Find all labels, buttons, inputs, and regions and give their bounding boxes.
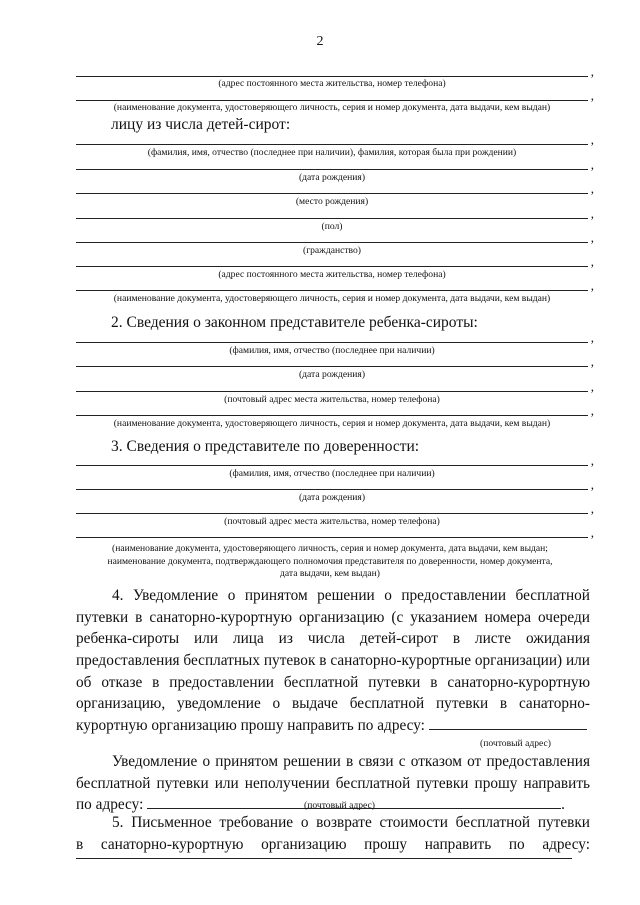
identity-doc-field[interactable] — [76, 88, 594, 113]
proxy-rep-birthdate-field[interactable] — [76, 477, 594, 503]
refund-paragraph — [76, 812, 590, 855]
orphan-identity-doc-field[interactable] — [76, 278, 594, 304]
paragraph-line: 4. Уведомление о принятом решении о предоставлении бесплатной — [112, 587, 590, 604]
paragraph-line: предоставления бесплатных путевок в санаторно-курортные организации) или — [76, 652, 590, 670]
legal-rep-name-field-line[interactable]: , — [76, 342, 588, 343]
orphan-birthdate-field[interactable] — [76, 157, 594, 183]
paragraph-line: в санаторно-курортную организацию прошу направить по адресу: — [76, 835, 590, 853]
refusal-postal-address-caption: (почтовый адрес) — [304, 800, 375, 811]
field-caption: (гражданство) — [303, 245, 361, 256]
orphan-birthplace-field-line[interactable]: , — [76, 193, 588, 194]
postal-address-caption: (почтовый адрес) — [480, 738, 551, 749]
orphan-sex-field-line[interactable]: , — [76, 218, 588, 219]
address-field[interactable] — [76, 64, 594, 89]
proxy-doc-caption-line: наименование документа, подтверждающего полномочия представителя по доверенности, номер документа, — [107, 555, 553, 567]
refund-address-field-line[interactable] — [76, 858, 572, 859]
field-caption: (фамилия, имя, отчество (последнее при наличии), фамилия, которая была при рождении) — [147, 147, 517, 158]
field-caption: (наименование документа, удостоверяющего личность, серия и номер документа, дата выдачи, кем выдан) — [113, 293, 551, 304]
page-number: 2 — [316, 34, 324, 49]
field-caption: (дата рождения) — [298, 369, 366, 380]
field-caption: (фамилия, имя, отчество (последнее при наличии) — [229, 345, 435, 356]
orphan-heading: лицу из числа детей-сирот: — [111, 116, 291, 133]
proxy-rep-document-field-line[interactable]: , — [76, 537, 588, 538]
proxy-rep-heading: 3. Сведения о представителе по доверенности: — [111, 438, 420, 455]
orphan-citizenship-field-line[interactable]: , — [76, 242, 588, 243]
orphan-address-field[interactable] — [76, 254, 594, 280]
proxy-rep-name-field-line[interactable]: , — [76, 465, 588, 466]
orphan-birthdate-field-line[interactable]: , — [76, 169, 588, 170]
orphan-sex-field[interactable] — [76, 206, 594, 232]
period: . — [561, 796, 565, 814]
orphan-name-field-line[interactable]: , — [76, 144, 588, 145]
field-caption: (адрес постоянного места жительства, номер телефона) — [218, 78, 446, 89]
refund-address-field[interactable] — [76, 858, 588, 859]
field-caption: (наименование документа, удостоверяющего личность, серия и номер документа, дата выдачи, кем выдан) — [113, 418, 551, 429]
field-caption: (дата рождения) — [298, 492, 366, 503]
field-caption: (дата рождения) — [298, 172, 366, 183]
paragraph-line: об отказе в предоставлении бесплатной путевки в санаторно-курортную — [76, 673, 590, 691]
paragraph-line: путевки в санаторно-курортную организацию (с указанием номера очереди — [76, 608, 590, 626]
legal-rep-identity-doc-field[interactable] — [76, 403, 594, 429]
address-field-line[interactable]: , — [76, 76, 588, 77]
orphan-address-field-line[interactable]: , — [76, 266, 588, 267]
paragraph-line-text: по адресу: — [76, 796, 144, 814]
proxy-rep-address-field[interactable] — [76, 501, 594, 527]
postal-address-field[interactable] — [429, 717, 587, 730]
notification-paragraph — [76, 585, 590, 737]
proxy-doc-caption-line: (наименование документа, удостоверяющего личность, серия и номер документа, дата выдачи, кем выдан; — [112, 543, 548, 554]
paragraph-line: Уведомление о принятом решении в связи с отказом от предоставления — [112, 753, 590, 770]
paragraph-line: ребенка-сироты или лица из числа детей-сирот в листе ожидания — [76, 630, 590, 648]
paragraph-line-text: курортную организацию прошу направить по адресу: — [76, 717, 425, 735]
legal-rep-birthdate-field-line[interactable]: , — [76, 366, 588, 367]
orphan-name-field[interactable] — [76, 132, 594, 158]
proxy-doc-caption — [70, 543, 590, 581]
proxy-rep-name-field[interactable] — [76, 453, 594, 479]
paragraph-line: организацию, уведомление о выдаче бесплатной путевки в санаторно- — [76, 695, 590, 713]
proxy-rep-address-field-line[interactable]: , — [76, 513, 588, 514]
orphan-citizenship-field[interactable] — [76, 230, 594, 256]
field-caption: (фамилия, имя, отчество (последнее при наличии) — [229, 468, 435, 479]
legal-rep-identity-doc-field-line[interactable]: , — [76, 415, 588, 416]
field-caption: (наименование документа, удостоверяющего личность, серия и номер документа, дата выдачи, кем выдан) — [113, 102, 551, 113]
field-caption: (адрес постоянного места жительства, номер телефона) — [218, 269, 446, 280]
identity-doc-field-line[interactable]: , — [76, 100, 588, 101]
legal-rep-heading: 2. Сведения о законном представителе ребенка-сироты: — [111, 314, 478, 331]
legal-rep-address-field[interactable] — [76, 379, 594, 405]
paragraph-last-line — [76, 715, 590, 737]
paragraph-line: бесплатной путевки или неполучении бесплатной путевки прошу направить — [76, 774, 590, 792]
field-caption: (место рождения) — [295, 196, 369, 207]
field-caption: (почтовый адрес места жительства, номер телефона) — [224, 516, 440, 527]
legal-rep-address-field-line[interactable]: , — [76, 391, 588, 392]
legal-rep-birthdate-field[interactable] — [76, 354, 594, 380]
orphan-birthplace-field[interactable] — [76, 181, 594, 207]
paragraph-line: 5. Письменное требование о возврате стоимости бесплатной путевки — [112, 814, 590, 831]
legal-rep-name-field[interactable] — [76, 330, 594, 356]
field-caption: (почтовый адрес места жительства, номер телефона) — [224, 394, 440, 405]
proxy-rep-birthdate-field-line[interactable]: , — [76, 489, 588, 490]
orphan-identity-doc-field-line[interactable]: , — [76, 290, 588, 291]
proxy-rep-document-field[interactable] — [76, 525, 594, 540]
field-caption: (пол) — [321, 221, 343, 232]
proxy-doc-caption-line: дата выдачи, кем выдан) — [280, 568, 380, 579]
